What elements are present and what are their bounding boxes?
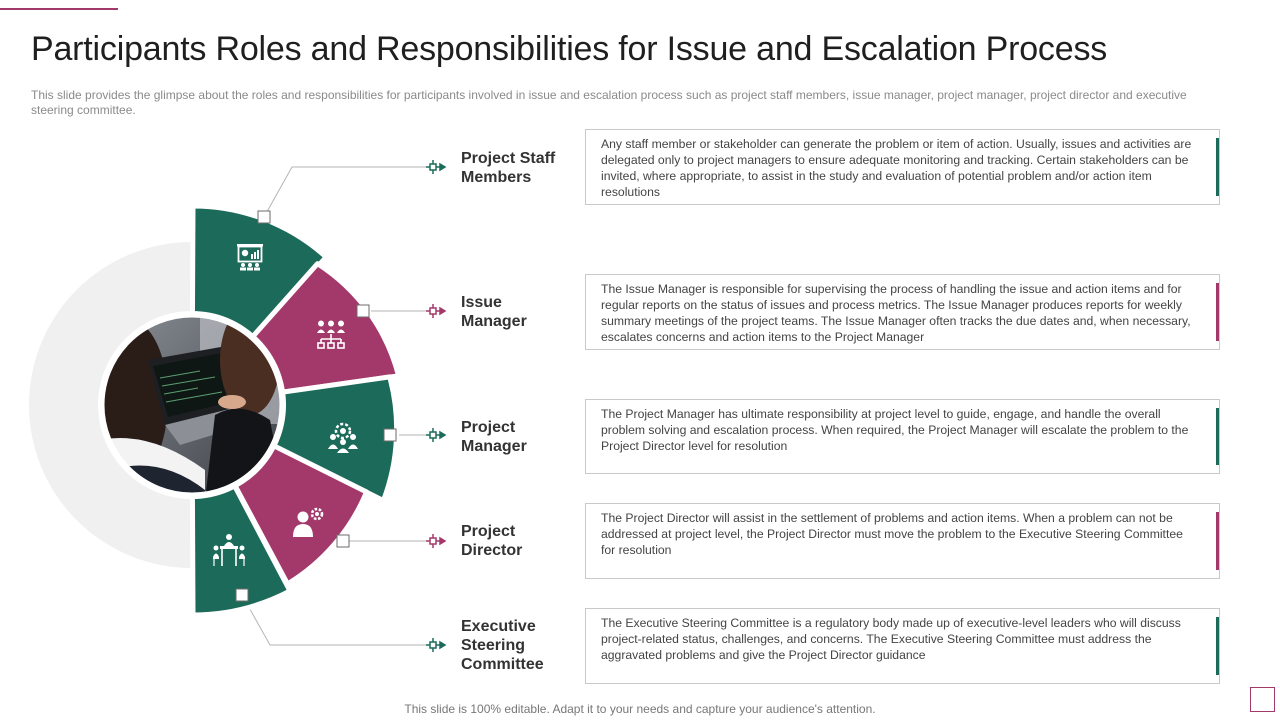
role-label-project-staff: Project Staff Members	[461, 150, 556, 186]
description-box-project-manager	[585, 399, 1220, 474]
accent-bar	[1216, 512, 1219, 570]
role-label-project-manager: Project Manager	[461, 419, 527, 455]
marker-manager	[426, 428, 445, 442]
accent-bar	[1216, 283, 1219, 341]
description-box-project-staff	[585, 129, 1220, 205]
page-subtitle: This slide provides the glimpse about the roles and responsibilities for participants involved in issue and escalation process such as project staff members, issue manager, project manager, project director and executive steering committee.	[31, 88, 1187, 117]
anchor-square-issue	[357, 305, 369, 317]
description-text: The Project Director will assist in the settlement of problems and action items. When a problem can not be addressed at project level, the Project Director must move the problem to the Executive Steering Committee for resolution	[601, 511, 1183, 557]
anchor-square-director	[337, 535, 349, 547]
description-box-issue-manager	[585, 274, 1220, 350]
marker-issue	[426, 304, 445, 318]
marker-director	[426, 534, 445, 548]
role-label-project-director: Project Director	[461, 523, 523, 559]
role-label-executive-committee: Executive Steering Committee	[461, 618, 544, 673]
description-box-project-director	[585, 503, 1220, 579]
connector-staff	[264, 167, 433, 217]
accent-bar	[1216, 617, 1219, 675]
anchor-square-manager	[384, 429, 396, 441]
role-label-issue-manager: Issue Manager	[461, 294, 527, 330]
accent-bar	[1216, 408, 1219, 465]
corner-square	[1250, 687, 1275, 712]
description-text: The Executive Steering Committee is a regulatory body made up of executive-level leaders who will discuss project-related status, challenges, and concerns. The Executive Steering Committee must address the aggravated problems and give the Project Director guidance	[601, 616, 1181, 662]
anchor-square-staff	[258, 211, 270, 223]
footer-note: This slide is 100% editable. Adapt it to your needs and capture your audience's attention.	[404, 702, 876, 716]
description-text: The Project Manager has ultimate responsibility at project level to guide, engage, and handle the overall problem solving and escalation process. When required, the Project Manager will escalate the problem to the Project Director level for resolution	[601, 407, 1189, 453]
description-box-executive-committee	[585, 608, 1220, 684]
description-text: The Issue Manager is responsible for supervising the process of handling the issue and action items and for regular reports on the status of issues and process metrics. The Issue Manager produces reports for weekly summary meetings of the project teams. The Issue Manager often tracks the due dates and, when necessary, escalates concerns and action items to the Project Manager	[601, 282, 1191, 344]
description-text: Any staff member or stakeholder can generate the problem or item of action. Usually, issues and activities are delegated only to project managers to ensure adequate monitoring and tracking. Certain stakeholders can be invited, where appropriate, to assist in the study and evaluation of potential problem and/or action item resolutions	[601, 137, 1192, 199]
marker-staff	[426, 160, 445, 174]
marker-committee	[426, 638, 445, 652]
accent-bar	[1216, 138, 1219, 196]
anchor-square-committee	[236, 589, 248, 601]
page-title: Participants Roles and Responsibilities for Issue and Escalation Process	[31, 30, 1108, 68]
